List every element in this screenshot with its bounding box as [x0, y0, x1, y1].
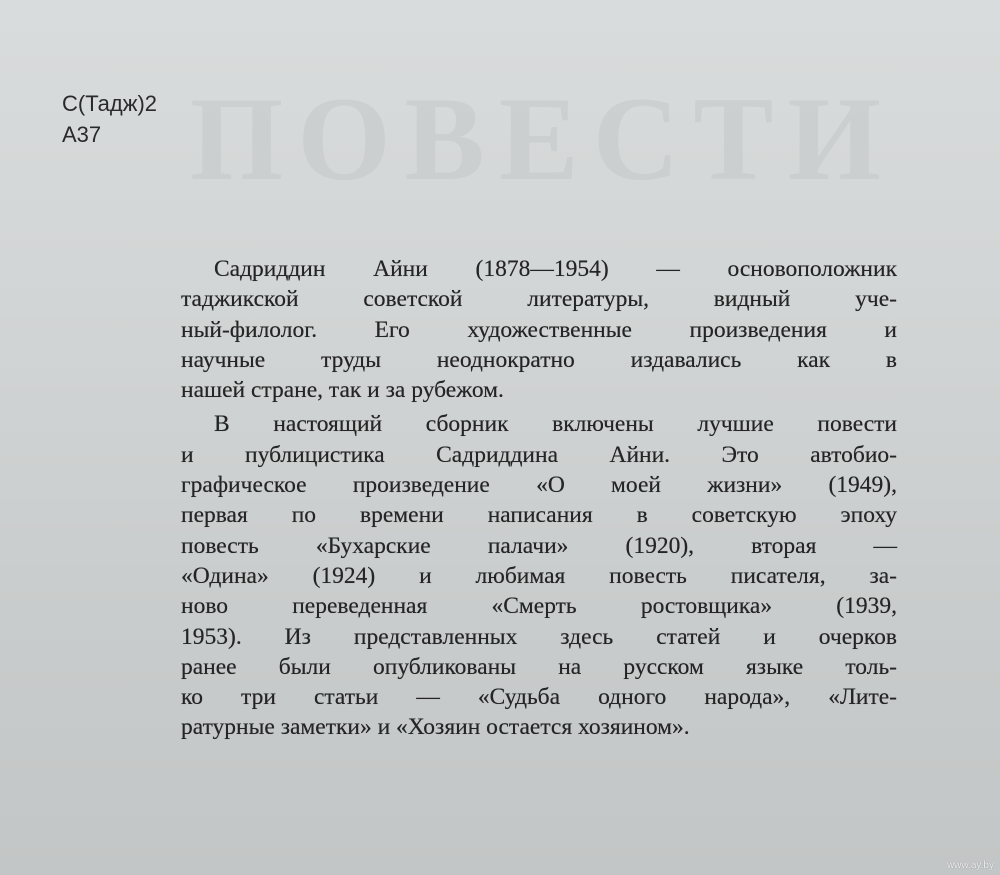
catalog-codes — [62, 88, 157, 150]
text-line: ранее были опубликованы на русском языке толь- — [181, 653, 897, 680]
text-line: таджикской советской литературы, видный уче- — [181, 286, 897, 313]
classification-code: С(Тадж)2 — [62, 91, 158, 116]
annotation-paragraph-1 — [181, 254, 897, 405]
site-watermark: www.ay.by — [946, 860, 994, 871]
text-line: «Одина» (1924) и любимая повесть писателя, за- — [181, 562, 897, 589]
text-line: В настоящий сборник включены лучшие повести — [214, 411, 897, 438]
text-line: ратурные заметки» и «Хозяин остается хозяином». — [181, 714, 690, 741]
text-line: нашей стране, так и за рубежом. — [181, 377, 504, 404]
text-line: первая по времени написания в советскую эпоху — [181, 502, 897, 529]
text-line: научные труды неоднократно издавались как в — [181, 346, 897, 373]
annotation-paragraph-2 — [181, 409, 897, 742]
author-mark: А37 — [62, 122, 102, 147]
text-line: ново переведенная «Смерть ростовщика» (1939, — [181, 593, 897, 620]
bleed-through-title: ПОВЕСТИ — [190, 72, 895, 205]
text-line: ный-филолог. Его художественные произведения и — [181, 316, 897, 343]
text-line: графическое произведение «О моей жизни» (1949), — [181, 472, 897, 499]
text-line: и публицистика Садриддина Айни. Это автобио- — [181, 441, 897, 468]
text-line: Садриддин Айни (1878—1954) — основоположник — [214, 256, 897, 282]
text-line: ко три статьи — «Судьба одного народа», «Лите- — [181, 684, 897, 711]
text-line: повесть «Бухарские палачи» (1920), вторая — — [181, 532, 897, 559]
text-line: 1953). Из представленных здесь статей и очерков — [181, 623, 897, 650]
book-annotation — [181, 254, 897, 743]
